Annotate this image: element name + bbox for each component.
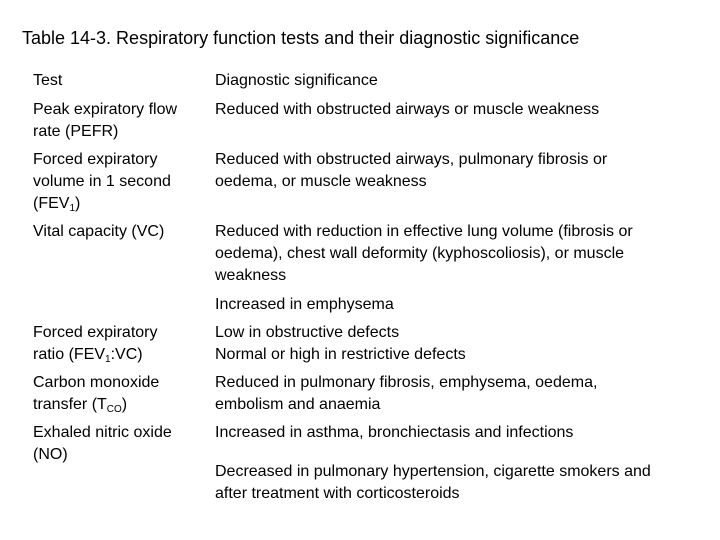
significance-cell bbox=[215, 149, 655, 215]
significance-cell bbox=[215, 221, 695, 316]
significance-text: Normal or high in restrictive defects bbox=[215, 346, 466, 363]
test-subscript: 1 bbox=[105, 354, 111, 365]
significance-text: Increased in asthma, bronchiectasis and infections bbox=[215, 424, 574, 441]
header-significance: Diagnostic significance bbox=[215, 72, 378, 89]
respiratory-tests-table bbox=[33, 70, 713, 505]
significance-text: Reduced with reduction in effective lung volume (fibrosis or oedema), chest wall deformity (kyphoscoliosis), or muscle weakness bbox=[215, 223, 633, 284]
test-name-suffix: ) bbox=[121, 396, 128, 413]
table-row bbox=[33, 221, 713, 316]
significance-text: Reduced with obstructed airways or muscle weakness bbox=[215, 101, 600, 118]
table-row bbox=[33, 322, 713, 366]
test-name: Forced expiratory ratio (FEV bbox=[33, 324, 158, 363]
significance-text: Decreased in pulmonary hypertension, cigarette smokers and after treatment with corticosteroids bbox=[215, 463, 651, 502]
test-cell bbox=[33, 149, 193, 215]
test-cell bbox=[33, 99, 203, 143]
significance-cell bbox=[215, 322, 713, 366]
test-name: Peak expiratory flow rate (PEFR) bbox=[33, 101, 178, 140]
table-title: Table 14-3. Respiratory function tests and their diagnostic significance bbox=[22, 28, 580, 48]
test-name-suffix: :VC) bbox=[110, 346, 143, 363]
significance-text: Reduced with obstructed airways, pulmonary fibrosis or oedema, or muscle weakness bbox=[215, 151, 608, 190]
table-header-row bbox=[33, 70, 713, 92]
table-row bbox=[33, 99, 713, 143]
test-cell bbox=[33, 372, 188, 416]
table-row bbox=[33, 149, 713, 215]
test-cell bbox=[33, 221, 215, 316]
test-subscript: 1 bbox=[69, 203, 76, 214]
test-name: Exhaled nitric oxide (NO) bbox=[33, 424, 172, 463]
test-name: Carbon monoxide transfer (T bbox=[33, 374, 160, 413]
significance-cell bbox=[215, 99, 713, 143]
significance-cell bbox=[215, 422, 685, 505]
significance-cell bbox=[215, 372, 655, 416]
table-row bbox=[33, 372, 713, 416]
test-cell bbox=[33, 422, 193, 505]
test-name: Forced expiratory volume in 1 second (FEV bbox=[33, 151, 171, 212]
test-name-suffix: ) bbox=[75, 195, 81, 212]
test-cell bbox=[33, 322, 188, 366]
significance-text: Reduced in pulmonary fibrosis, emphysema, oedema, embolism and anaemia bbox=[215, 374, 598, 413]
table-row bbox=[33, 422, 713, 505]
header-test: Test bbox=[33, 72, 63, 89]
test-subscript: CO bbox=[106, 404, 122, 415]
significance-text: Low in obstructive defects bbox=[215, 324, 400, 341]
significance-text: Increased in emphysema bbox=[215, 296, 394, 313]
test-name: Vital capacity (VC) bbox=[33, 223, 165, 240]
